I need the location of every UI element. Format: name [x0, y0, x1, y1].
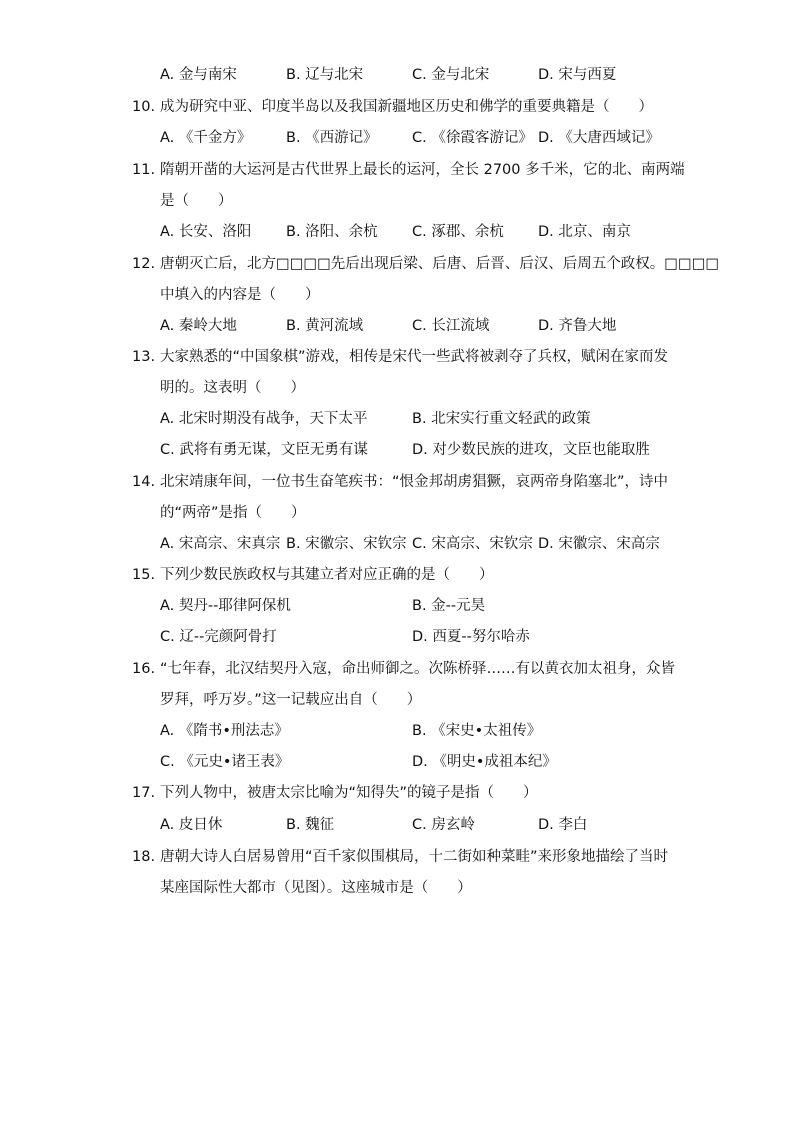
q11-option-c: C. 涿郡、余杭	[412, 224, 504, 240]
question-text-cont: 的“两帝”是指（ ）	[160, 505, 306, 521]
q11-option-b: B. 洛阳、余杭	[286, 224, 378, 240]
q12-option-b: B. 黄河流域	[286, 318, 364, 334]
q11-option-d: D. 北京、南京	[538, 224, 631, 240]
q12-option-c: C. 长江流域	[412, 318, 490, 334]
question-number: 13.	[132, 349, 156, 365]
q17-option-a: A. 皮日休	[160, 817, 223, 833]
q10-option-d: D. 《大唐西域记》	[538, 130, 660, 146]
q15-option-d: D. 西夏--努尔哈赤	[412, 629, 530, 645]
q16-option-c: C. 《元史•诸王表》	[160, 754, 290, 770]
q9-option-b: B. 辽与北宋	[286, 67, 364, 83]
q10-option-b: B. 《西游记》	[286, 130, 378, 146]
q15-option-b: B. 金--元昊	[412, 598, 486, 614]
q10-option-c: C. 《徐霞客游记》	[412, 130, 533, 146]
question-text: 成为研究中亚、印度半岛以及我国新疆地区历史和佛学的重要典籍是（ ）	[160, 99, 653, 115]
question-text: 隋朝开凿的大运河是古代世界上最长的运河，全长 2700 多千米，它的北、南两端	[160, 162, 685, 178]
question-number: 15.	[132, 567, 156, 583]
q14-option-c: C. 宋高宗、宋钦宗	[412, 536, 533, 552]
q11-option-a: A. 长安、洛阳	[160, 224, 252, 240]
q12-option-a: A. 秦岭大地	[160, 318, 237, 334]
q15-option-c: C. 辽--完颜阿骨打	[160, 629, 277, 645]
q17-option-c: C. 房玄岭	[412, 817, 475, 833]
q9-option-d: D. 宋与西夏	[538, 67, 617, 83]
question-number: 12.	[132, 256, 156, 272]
question-text: 大家熟悉的“中国象棋”游戏，相传是宋代一些武将被剥夺了兵权，赋闲在家而发	[160, 349, 669, 365]
q13-option-b: B. 北宋实行重文轻武的政策	[412, 411, 591, 427]
question-number: 18.	[132, 849, 156, 865]
question-text: 唐朝大诗人白居易曾用“百千家似围棋局，十二街如种菜畦”来形象地描绘了当时	[160, 849, 669, 865]
question-number: 14.	[132, 474, 156, 490]
q16-option-b: B. 《宋史•太祖传》	[412, 723, 542, 739]
q12-option-d: D. 齐鲁大地	[538, 318, 617, 334]
q16-option-a: A. 《隋书•刑法志》	[160, 723, 289, 739]
q10-option-a: A. 《千金方》	[160, 130, 252, 146]
q13-option-d: D. 对少数民族的进攻，文臣也能取胜	[412, 442, 650, 458]
question-text-cont: 罗拜，呼万岁。”这一记载应出自（ ）	[160, 692, 422, 708]
question-text: 下列少数民族政权与其建立者对应正确的是（ ）	[160, 567, 494, 583]
question-text-cont: 明的。这表明（ ）	[160, 380, 305, 396]
q14-option-a: A. 宋高宗、宋真宗	[160, 536, 281, 552]
q14-option-d: D. 宋徽宗、宋高宗	[538, 536, 660, 552]
q13-option-a: A. 北宋时期没有战争，天下太平	[160, 411, 368, 427]
question-text-cont: 中填入的内容是（ ）	[160, 287, 320, 303]
question-text: 北宋靖康年间，一位书生奋笔疾书：“恨金邦胡虏猖獗，哀两帝身陷塞北”，诗中	[160, 474, 669, 490]
question-number: 11.	[132, 162, 156, 178]
question-number: 16.	[132, 661, 156, 677]
q13-option-c: C. 武将有勇无谋，文臣无勇有谋	[160, 442, 368, 458]
q14-option-b: B. 宋徽宗、宋钦宗	[286, 536, 407, 552]
q17-option-d: D. 李白	[538, 817, 588, 833]
question-number: 17.	[132, 785, 156, 801]
q9-option-a: A. 金与南宋	[160, 67, 237, 83]
q16-option-d: D. 《明史•成祖本纪》	[412, 754, 557, 770]
question-text-cont: 某座国际性大都市（见图）。这座城市是（ ）	[160, 880, 472, 896]
question-text: 唐朝灭亡后，北方□□□□先后出现后梁、后唐、后晋、后汉、后周五个政权。□□□□	[160, 256, 720, 272]
question-text: 下列人物中，被唐太宗比喻为“知得失”的镜子是指（ ）	[160, 785, 538, 801]
q17-option-b: B. 魏征	[286, 817, 335, 833]
question-text: “七年春，北汉结契丹入寇，命出师御之。次陈桥驿……有以黄衣加太祖身，众皆	[160, 661, 676, 677]
question-number: 10.	[132, 99, 156, 115]
question-text-cont: 是（ ）	[160, 193, 233, 209]
q15-option-a: A. 契丹--耶律阿保机	[160, 598, 291, 614]
q9-option-c: C. 金与北宋	[412, 67, 490, 83]
